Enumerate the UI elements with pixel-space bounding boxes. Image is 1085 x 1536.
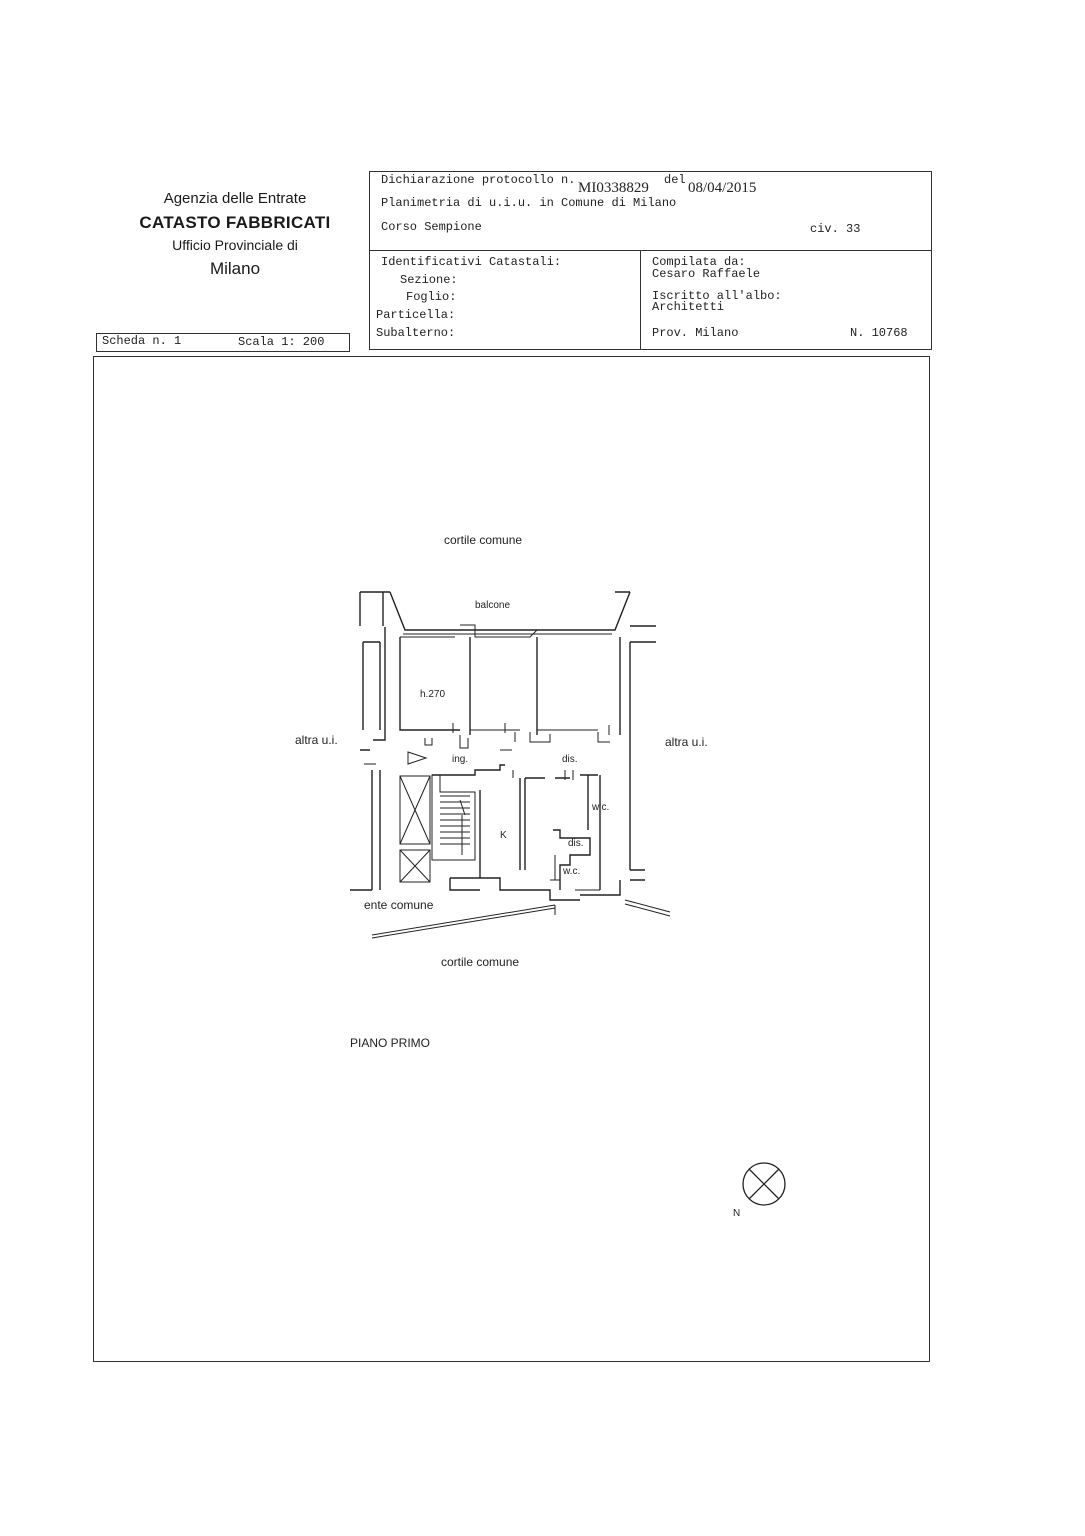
balcony-label: balcone	[475, 600, 511, 611]
planimetry-label: Planimetria di u.i.u. in Comune di Milano	[381, 196, 677, 210]
entrance-label: ing.	[452, 754, 469, 765]
compiler-name: Cesaro Raffaele	[652, 267, 761, 281]
kitchen-label: K	[500, 830, 507, 841]
declaration-divider	[369, 250, 932, 251]
identifiers-divider	[640, 250, 641, 350]
subalterno-label: Subalterno:	[376, 326, 456, 340]
albo-value: Architetti	[652, 300, 725, 314]
identifiers-title: Identificativi Catastali:	[381, 255, 562, 269]
left-unit-label: altra u.i.	[295, 733, 338, 747]
sezione-label: Sezione:	[400, 273, 458, 287]
catasto-title: CATASTO FABBRICATI	[139, 213, 331, 232]
top-courtyard-label: cortile comune	[444, 533, 523, 547]
floor-plan	[340, 580, 680, 940]
north-label: N	[733, 1208, 741, 1219]
wc-label-upper: w.c.	[592, 802, 610, 813]
ceiling-height-label: h.270	[420, 689, 446, 700]
foglio-label: Foglio:	[406, 290, 457, 304]
office-label: Ufficio Provinciale di	[172, 237, 298, 253]
compiler-label: Compilata da:	[652, 255, 746, 269]
hallway-label-lower: dis.	[568, 838, 584, 849]
right-unit-label: altra u.i.	[665, 735, 708, 749]
del-label: del	[664, 173, 686, 187]
protocol-label: Dichiarazione protocollo n.	[381, 173, 576, 187]
registration-number: N. 10768	[850, 326, 908, 340]
address: Corso Sempione	[381, 220, 482, 234]
agency-header	[100, 190, 370, 279]
protocol-number: MI0338829	[578, 180, 649, 196]
office-city: Milano	[209, 259, 261, 278]
particella-label: Particella:	[376, 308, 456, 322]
agency-name: Agenzia delle Entrate	[163, 190, 307, 207]
bottom-courtyard-label: cortile comune	[441, 955, 520, 969]
civic-number: civ. 33	[810, 222, 861, 236]
common-entity-label: ente comune	[364, 898, 434, 912]
wc-label-lower: w.c.	[563, 866, 581, 877]
hallway-label: dis.	[562, 754, 578, 765]
floor-label: PIANO PRIMO	[350, 1036, 431, 1050]
albo-label: Iscritto all'albo:	[652, 289, 782, 303]
province: Prov. Milano	[652, 326, 739, 340]
scheda-label: Scheda n. 1	[102, 334, 182, 348]
scale-label: Scala 1: 200	[238, 335, 325, 349]
declaration-date: 08/04/2015	[688, 180, 757, 196]
north-compass-icon	[740, 1160, 788, 1208]
